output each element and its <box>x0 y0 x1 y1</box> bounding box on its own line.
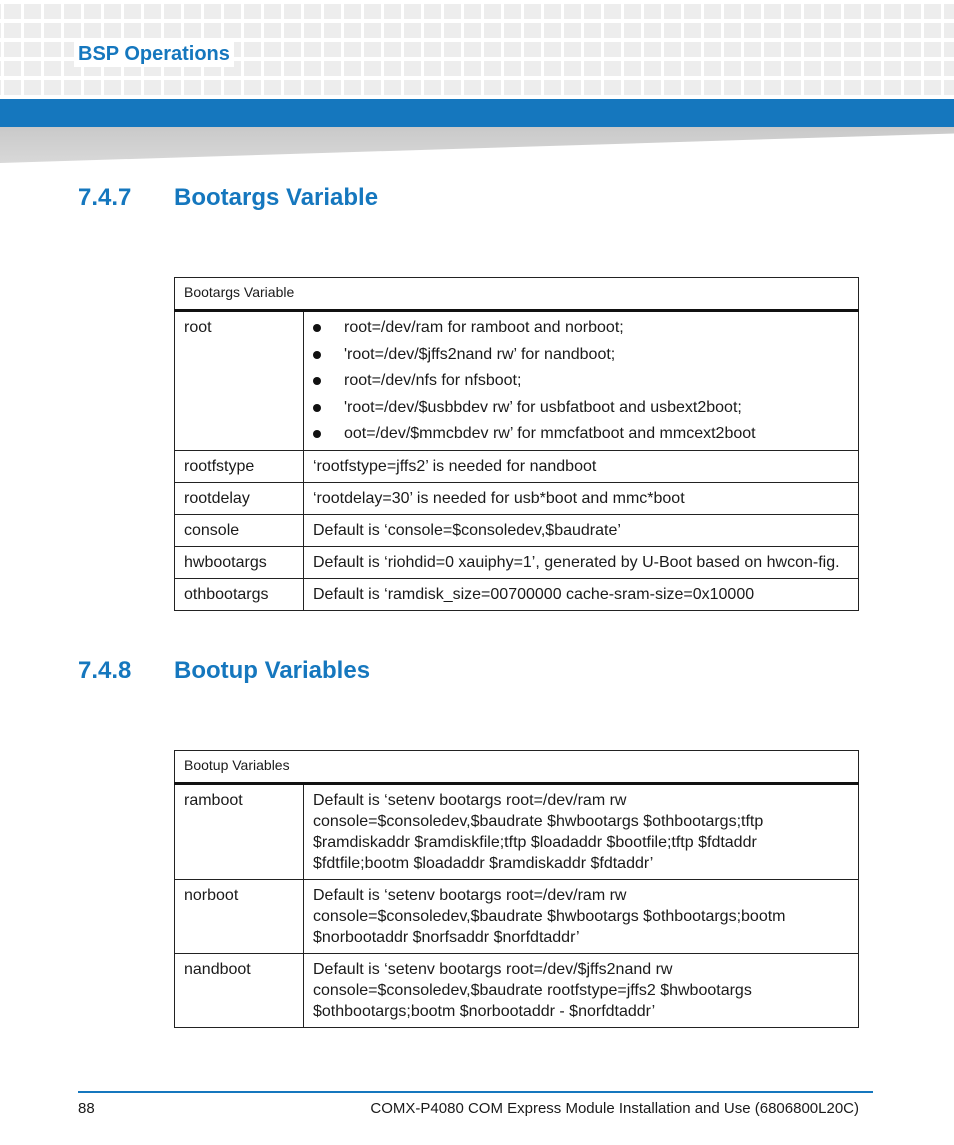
row-key: console <box>175 515 304 547</box>
table-row <box>175 579 859 611</box>
row-value: ‘rootfstype=jffs2’ is needed for nandboot <box>304 451 859 483</box>
list-item: root=/dev/nfs for nfsboot; <box>313 370 849 397</box>
section-number: 7.4.7 <box>78 184 132 211</box>
table-row <box>175 515 859 547</box>
row-value: Default is ‘setenv bootargs root=/dev/$jffs2nand rw console=$consoledev,$baudrate rootfstype=jffs2 $hwbootargs $othbootargs;bootm $norbootaddr - $norfdtaddr’ <box>304 954 859 1028</box>
table-row <box>175 311 859 451</box>
section-heading-bootargs <box>78 184 378 212</box>
table-row <box>175 483 859 515</box>
bootargs-table <box>174 277 859 611</box>
row-value: Default is ‘setenv bootargs root=/dev/ram rw console=$consoledev,$baudrate $hwbootargs $othbootargs;bootm $norbootaddr $norfsaddr $norfdtaddr’ <box>304 880 859 954</box>
table-row <box>175 880 859 954</box>
row-key: root <box>175 311 304 451</box>
section-heading-bootup <box>78 657 370 685</box>
list-item: root=/dev/ram for ramboot and norboot; <box>313 317 849 344</box>
document-title: COMX-P4080 COM Express Module Installation and Use (6806800L20C) <box>370 1100 859 1117</box>
list-item: 'root=/dev/$usbbdev rw’ for usbfatboot and usbext2boot; <box>313 397 849 424</box>
row-key: rootdelay <box>175 483 304 515</box>
row-key: nandboot <box>175 954 304 1028</box>
table-row <box>175 451 859 483</box>
page-number: 88 <box>78 1100 95 1117</box>
row-value: Default is ‘riohdid=0 xauiphy=1’, generated by U-Boot based on hwcon-fig. <box>304 547 859 579</box>
row-key: hwbootargs <box>175 547 304 579</box>
table-row <box>175 954 859 1028</box>
row-key: ramboot <box>175 784 304 880</box>
section-title: Bootargs Variable <box>174 184 379 211</box>
root-options-list <box>313 317 849 445</box>
table-caption: Bootup Variables <box>175 751 859 784</box>
row-value: Default is ‘console=$consoledev,$baudrate’ <box>304 515 859 547</box>
row-value <box>304 311 859 451</box>
list-item: 'root=/dev/$jffs2nand rw’ for nandboot; <box>313 344 849 371</box>
section-number: 7.4.8 <box>78 657 132 684</box>
row-key: rootfstype <box>175 451 304 483</box>
row-key: norboot <box>175 880 304 954</box>
section-title: Bootup Variables <box>174 657 371 684</box>
row-value: ‘rootdelay=30’ is needed for usb*boot and mmc*boot <box>304 483 859 515</box>
bootup-table <box>174 750 859 1028</box>
row-key: othbootargs <box>175 579 304 611</box>
running-header: BSP Operations <box>74 41 234 67</box>
header-wedge <box>0 127 954 163</box>
row-value: Default is ‘setenv bootargs root=/dev/ram rw console=$consoledev,$baudrate $hwbootargs $othbootargs;tftp $ramdiskaddr $ramdiskfile;tftp $loadaddr $bootfile;tftp $fdtaddr $fdtfile;bootm $loadaddr $ramdiskaddr $fdtaddr’ <box>304 784 859 880</box>
table-row <box>175 547 859 579</box>
list-item: oot=/dev/$mmcbdev rw’ for mmcfatboot and mmcext2boot <box>313 423 849 445</box>
row-value: Default is ‘ramdisk_size=00700000 cache-sram-size=0x10000 <box>304 579 859 611</box>
header-band <box>0 99 954 127</box>
table-row <box>175 784 859 880</box>
footer-rule <box>78 1091 873 1093</box>
table-caption: Bootargs Variable <box>175 278 859 311</box>
